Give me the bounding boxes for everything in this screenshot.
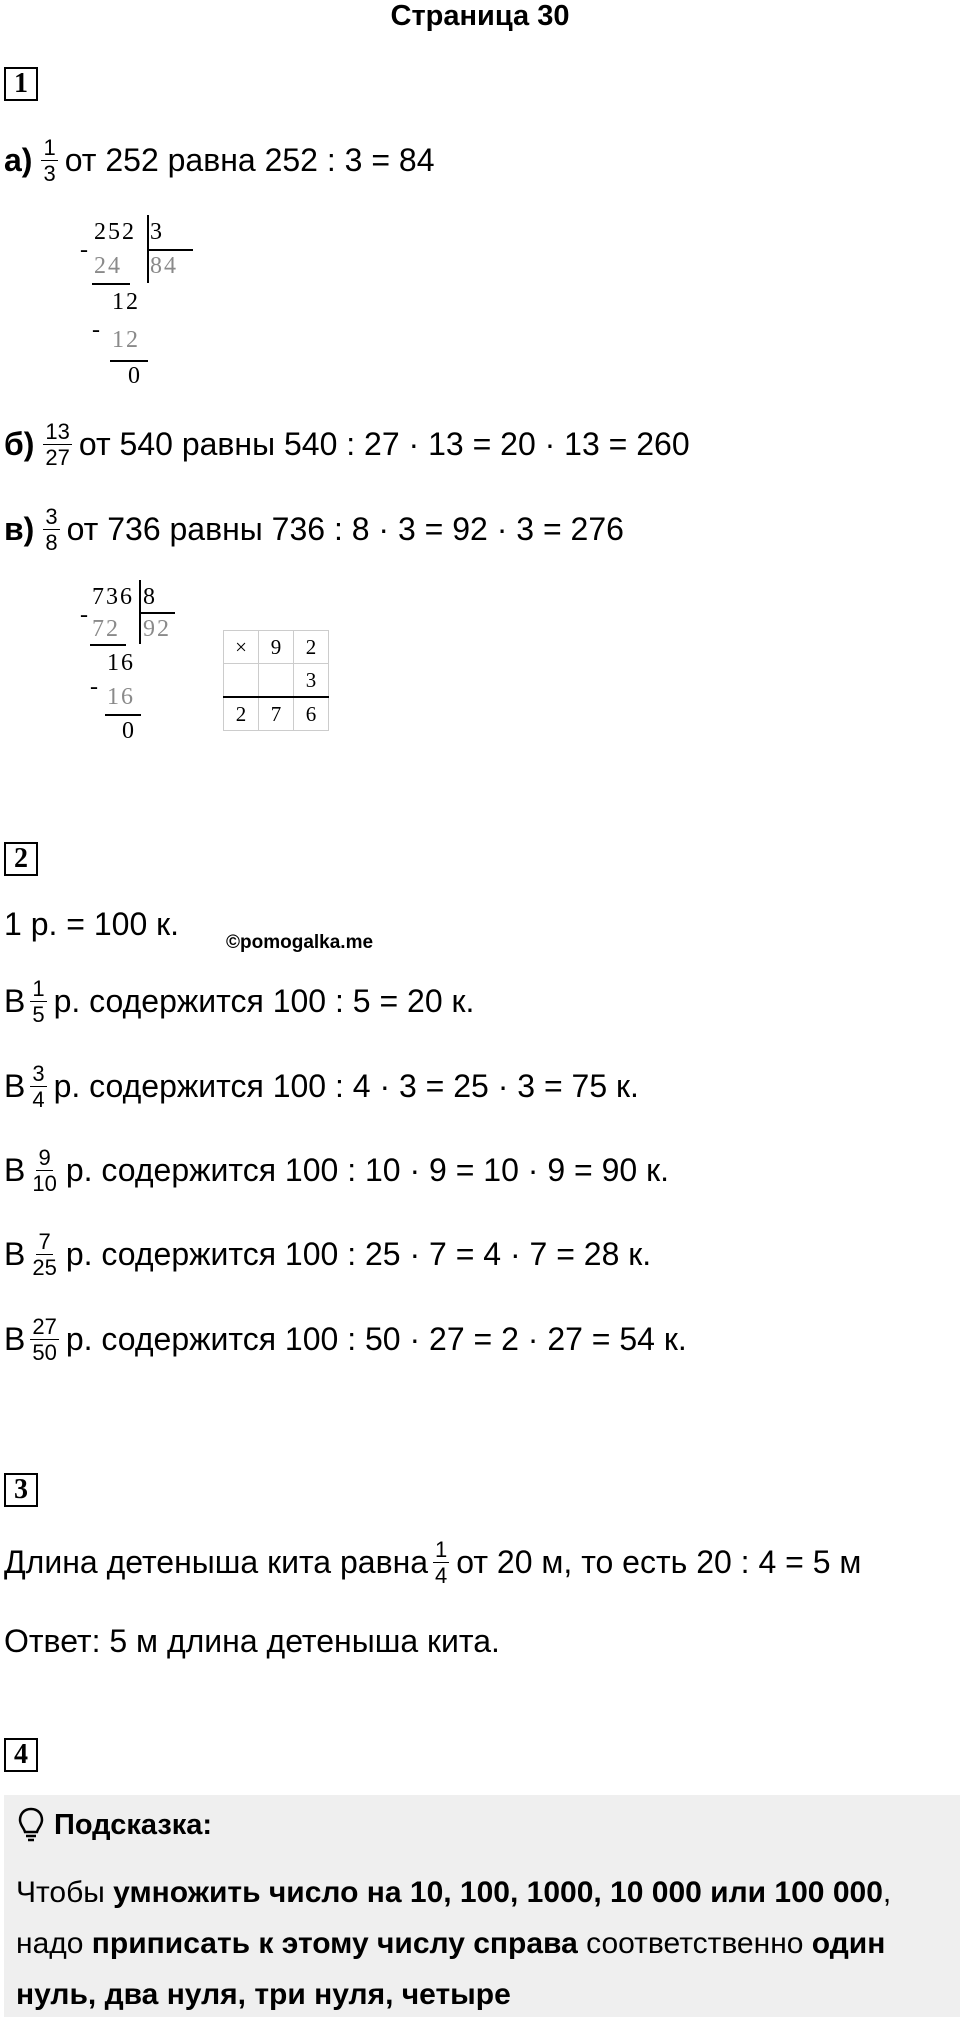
line-text: от 252 равна 252 : 3 = 84 (64, 142, 435, 178)
fraction-denominator: 27 (45, 445, 70, 470)
remainder: 12 (112, 289, 140, 315)
hint-box (4, 1795, 960, 2017)
hint-title: Подсказка: (54, 1808, 213, 1841)
fraction (30, 1061, 46, 1112)
fraction-denominator: 8 (45, 530, 58, 555)
line-prefix: В (4, 1321, 26, 1357)
fraction (30, 976, 46, 1027)
line-text: от 736 равны 736 : 8 · 3 = 92 · 3 = 276 (66, 511, 624, 547)
fraction-denominator: 10 (32, 1171, 57, 1196)
digit-cell: 3 (294, 664, 329, 698)
fraction-numerator: 1 (43, 135, 56, 160)
task-number-2: 2 (4, 842, 38, 876)
divisor: 8 (143, 584, 157, 610)
fraction-numerator: 13 (45, 419, 70, 444)
subtrahend: 24 (94, 253, 122, 279)
line-text-before: Длина детеныша кита равна (4, 1544, 429, 1580)
fraction-numerator: 3 (45, 504, 58, 529)
digit-cell: 9 (259, 631, 294, 664)
fraction (43, 419, 71, 470)
hint-part: соответственно (577, 1927, 812, 1960)
column-multiplication (223, 630, 329, 731)
task3-answer: Ответ: 5 м длина детеныша кита. (4, 1623, 500, 1659)
final-remainder: 0 (122, 718, 136, 744)
page-title: Страница 30 (390, 0, 570, 32)
fraction-numerator: 3 (32, 1061, 45, 1086)
line-text: от 540 равны 540 : 27 · 13 = 20 · 13 = 260 (78, 426, 690, 462)
hint-header (18, 1807, 212, 1843)
digit-cell (224, 664, 259, 698)
watermark: ©pomogalka.me (226, 932, 374, 953)
dividend: 252 (94, 219, 136, 245)
item-label: в) (4, 511, 35, 547)
hint-text (16, 1867, 936, 2020)
subtrahend: 72 (92, 616, 120, 642)
hint-part: , надо (16, 1876, 892, 1960)
fraction-numerator: 7 (38, 1229, 51, 1254)
fraction-numerator: 9 (38, 1145, 51, 1170)
minus-sign: - (80, 602, 90, 628)
remainder: 16 (107, 650, 135, 676)
task-number-1: 1 (4, 67, 38, 101)
fraction-denominator: 5 (32, 1002, 45, 1027)
task1-line-b (4, 419, 690, 470)
task-number-3: 3 (4, 1473, 38, 1507)
line-text-after: от 20 м, то есть 20 : 4 = 5 м (456, 1544, 862, 1580)
item-label: б) (4, 426, 35, 462)
dividend: 736 (92, 584, 134, 610)
fraction (30, 1314, 58, 1365)
long-division-252 (80, 215, 200, 395)
hint-part-bold: один нуль, два нуля, три нуля, четыре (16, 1927, 886, 2011)
fraction-numerator: 1 (32, 976, 45, 1001)
fraction-denominator: 4 (32, 1087, 45, 1112)
fraction (30, 1145, 58, 1196)
task-number-4: 4 (4, 1738, 38, 1772)
fraction-denominator: 50 (32, 1340, 57, 1365)
line-text: р. содержится 100 : 5 = 20 к. (53, 983, 475, 1019)
digit-cell (259, 664, 294, 698)
task2-line (4, 1314, 687, 1365)
line-prefix: В (4, 983, 26, 1019)
fraction (41, 135, 57, 186)
task1-line-a (4, 135, 435, 186)
fraction-numerator: 1 (435, 1537, 448, 1562)
hint-part-bold: умножить число на 10, 100, 1000, 10 000 или 100 000 (113, 1876, 883, 1909)
fraction (433, 1537, 449, 1588)
fraction-denominator: 3 (43, 161, 56, 186)
lightbulb-icon (18, 1807, 44, 1843)
quotient: 84 (150, 253, 178, 279)
minus-sign: - (92, 317, 102, 343)
task2-line (4, 1229, 651, 1280)
line-prefix: В (4, 1068, 26, 1104)
task2-intro: 1 р. = 100 к. (4, 906, 180, 942)
hint-part-bold: приписать к этому числу справа (91, 1927, 578, 1960)
line-text: р. содержится 100 : 25 · 7 = 4 · 7 = 28 к. (65, 1236, 652, 1272)
minus-sign: - (90, 674, 100, 700)
fraction-denominator: 4 (435, 1563, 448, 1588)
digit-cell: 2 (294, 631, 329, 664)
line-text: р. содержится 100 : 10 · 9 = 10 · 9 = 90 к. (65, 1152, 669, 1188)
result-digit: 7 (259, 697, 294, 731)
line-text: р. содержится 100 : 50 · 27 = 2 · 27 = 54 к. (65, 1321, 687, 1357)
line-text: р. содержится 100 : 4 · 3 = 25 · 3 = 75 к. (53, 1068, 639, 1104)
line-prefix: В (4, 1152, 26, 1188)
final-remainder: 0 (128, 363, 142, 389)
result-digit: 2 (224, 697, 259, 731)
divisor: 3 (150, 219, 164, 245)
minus-sign: - (80, 237, 90, 263)
fraction (30, 1229, 58, 1280)
task2-line (4, 976, 474, 1027)
task3-line (4, 1537, 861, 1588)
task2-line (4, 1145, 669, 1196)
fraction (43, 504, 59, 555)
task2-line (4, 1061, 639, 1112)
subtrahend: 12 (112, 327, 140, 353)
hint-part: Чтобы (16, 1876, 114, 1909)
item-label: а) (4, 142, 33, 178)
task1-line-v (4, 504, 624, 555)
subtrahend: 16 (107, 684, 135, 710)
fraction-numerator: 27 (32, 1314, 57, 1339)
long-division-736 (80, 580, 190, 750)
fraction-denominator: 25 (32, 1255, 57, 1280)
result-digit: 6 (294, 697, 329, 731)
line-prefix: В (4, 1236, 26, 1272)
quotient: 92 (143, 616, 171, 642)
multiply-sign: × (224, 631, 259, 664)
